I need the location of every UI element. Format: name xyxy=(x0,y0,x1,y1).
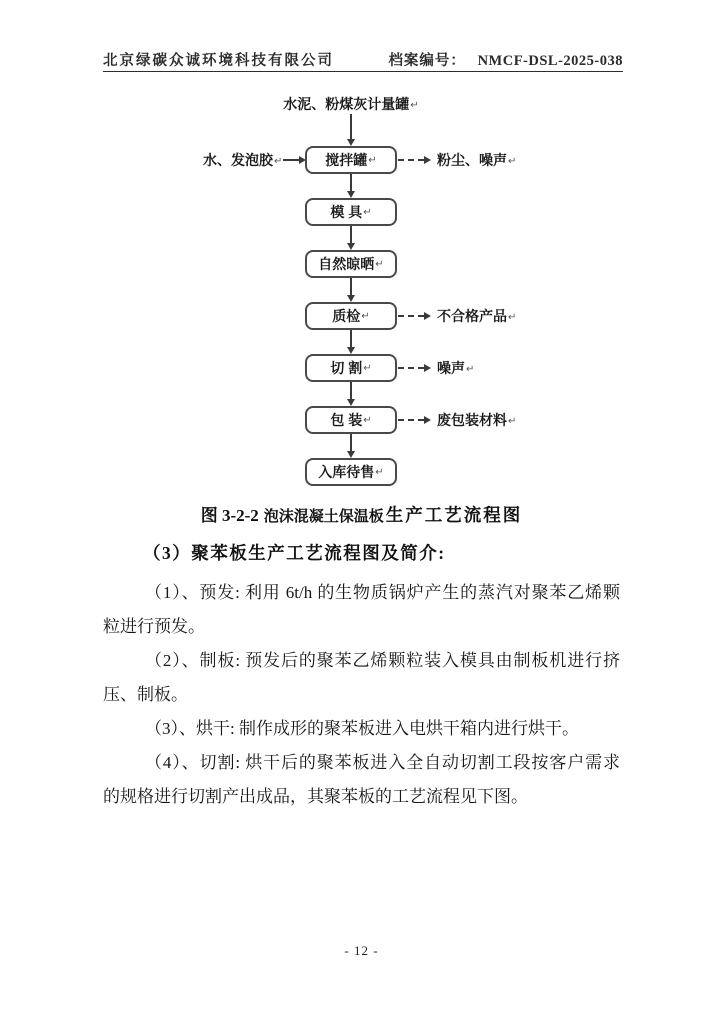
page-number: - 12 - xyxy=(344,943,379,958)
header-divider xyxy=(103,71,623,72)
down-arrow xyxy=(350,278,352,295)
figure-caption: 图 3-2-2 泡沫混凝土保温板 生产工艺流程图 xyxy=(200,505,523,525)
down-arrow xyxy=(350,114,352,139)
flow-node-warehouse: 入库待售 ↵ xyxy=(305,458,397,486)
flow-node-natural-drying: 自然晾晒 ↵ xyxy=(305,250,397,278)
flow-node-mixing-tank: 搅拌罐 ↵ xyxy=(305,146,397,174)
paragraph-line: 压、制板。 xyxy=(103,685,188,704)
flow-output-rejects: 不合格产品↵ xyxy=(437,308,517,324)
flow-node-quality-check: 质检 ↵ xyxy=(305,302,397,330)
archive-number-value: NMCF-DSL-2025-038 xyxy=(477,53,623,69)
right-arrow-dashed xyxy=(398,315,424,317)
archive-number-label: 档案编号： xyxy=(388,53,466,69)
flow-output-dust-noise: 粉尘、噪声↵ xyxy=(437,152,517,168)
flow-node-mold: 模 具 ↵ xyxy=(305,198,397,226)
paragraph-mark: ↵ xyxy=(361,310,370,322)
paragraph-mark: ↵ xyxy=(363,414,372,426)
section-heading: （3）聚苯板生产工艺流程图及简介: xyxy=(143,543,446,563)
paragraph-mark: ↵ xyxy=(375,258,384,270)
right-arrow-dashed xyxy=(398,367,424,369)
paragraph-mark: ↵ xyxy=(274,156,283,167)
right-arrow-solid xyxy=(283,159,299,161)
paragraph-mark: ↵ xyxy=(375,466,384,478)
down-arrow xyxy=(350,226,352,243)
flow-node-packaging: 包 装 ↵ xyxy=(305,406,397,434)
down-arrow xyxy=(350,174,352,191)
paragraph-mark: ↵ xyxy=(363,206,372,218)
paragraph-mark: ↵ xyxy=(508,312,517,323)
paragraph-line: （1）、预发: 利用 6t/h 的生物质锅炉产生的蒸汽对聚苯乙烯颗 xyxy=(145,583,620,602)
flow-input-cement-ash: 水泥、粉煤灰计量罐↵ xyxy=(283,96,419,112)
figure-number: 图 3-2-2 xyxy=(200,506,259,525)
paragraph-mark: ↵ xyxy=(363,362,372,374)
flow-output-waste-packaging: 废包装材料↵ xyxy=(437,412,517,428)
right-arrow-dashed xyxy=(398,159,424,161)
paragraph-line: （2）、制板: 预发后的聚苯乙烯颗粒装入模具由制板机进行挤 xyxy=(145,651,620,670)
paragraph-line: 的规格进行切割产出成品，其聚苯板的工艺流程见下图。 xyxy=(103,787,528,806)
flow-node-cutting: 切 割 ↵ xyxy=(305,354,397,382)
down-arrow xyxy=(350,330,352,347)
body-text xyxy=(103,576,620,814)
down-arrow xyxy=(350,434,352,451)
paragraph-mark: ↵ xyxy=(466,364,475,375)
flow-input-water-foam: 水、发泡胶↵ xyxy=(203,152,283,168)
paragraph-line: （3）、烘干: 制作成形的聚苯板进入电烘干箱内进行烘干。 xyxy=(145,719,579,738)
right-arrow-dashed xyxy=(398,419,424,421)
paragraph-mark: ↵ xyxy=(368,154,377,166)
paragraph-mark: ↵ xyxy=(410,100,419,111)
header-company-name: 北京绿碳众诚环境科技有限公司 xyxy=(103,53,334,69)
paragraph-line: 粒进行预发。 xyxy=(103,617,205,636)
paragraph-mark: ↵ xyxy=(508,156,517,167)
paragraph-mark: ↵ xyxy=(508,416,517,427)
paragraph-line: （4）、切割: 烘干后的聚苯板进入全自动切割工段按客户需求 xyxy=(145,753,620,772)
flow-output-noise: 噪声↵ xyxy=(437,360,475,376)
header-archive xyxy=(388,49,623,70)
down-arrow xyxy=(350,382,352,399)
